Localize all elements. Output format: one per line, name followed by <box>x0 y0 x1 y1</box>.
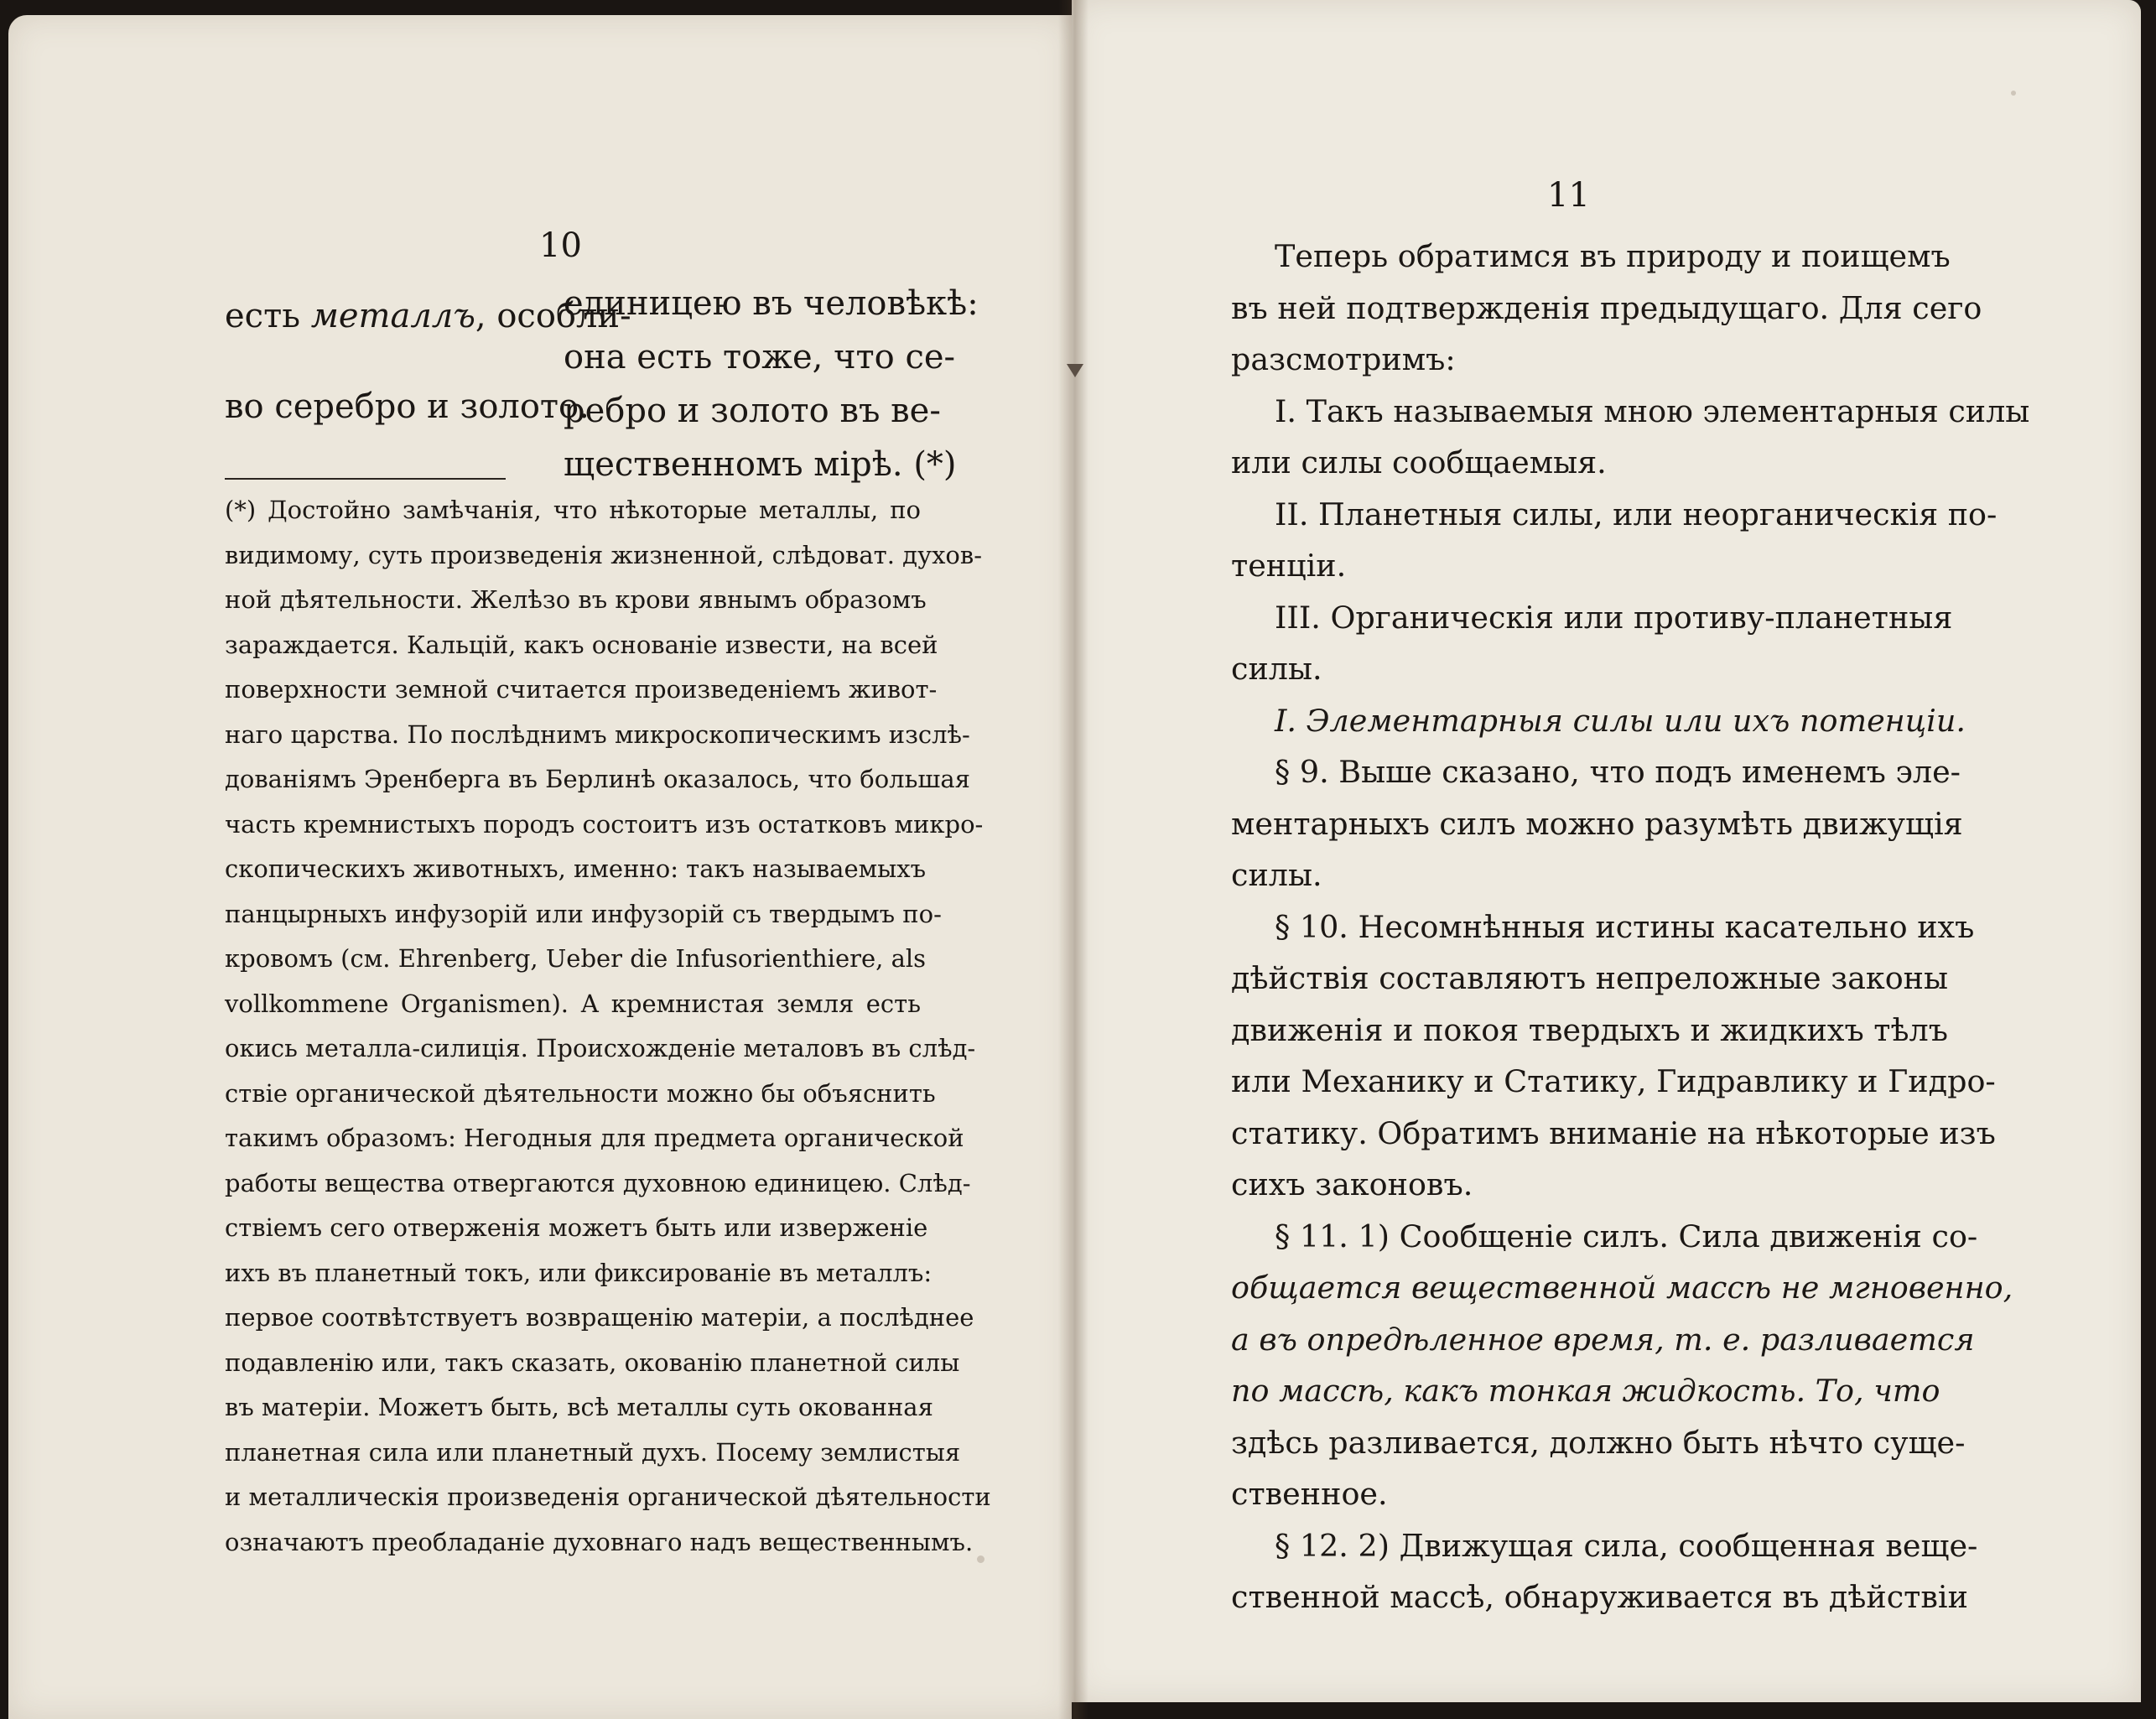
footnote-line: въ матеріи. Можетъ быть, всѣ металлы суть окованная <box>225 1393 933 1421</box>
paper-stain <box>977 1555 984 1563</box>
footnote-line: ихъ въ планетный токъ, или фиксированіе въ металлъ: <box>225 1258 933 1287</box>
footnote-line: первое соотвѣтствуетъ возвращенію матеріи, а послѣднее <box>225 1303 974 1332</box>
body-line: по массѣ, какъ тонкая жидкость. То, что <box>1231 1373 1940 1409</box>
left-column-b <box>564 277 979 491</box>
body-line: общается вещественной массѣ не мгновенно, <box>1231 1270 2013 1306</box>
col-a-line-2: во серебро и золото. <box>225 387 590 426</box>
footnote-line: ной дѣятельности. Желѣзо въ крови явнымъ образомъ <box>225 585 927 614</box>
body-line: II. Планетныя силы, или неорганическія по- <box>1275 496 1998 532</box>
gutter-notch-mark <box>1067 364 1083 377</box>
body-line: I. Такъ называемыя мною элементарныя силы <box>1275 392 2030 429</box>
body-line: дѣйствія составляютъ непреложные законы <box>1231 960 1949 996</box>
footnote-line: означаютъ преобладаніе духовнаго надъ вещественнымъ. <box>225 1527 974 1556</box>
footnote-line: панцырныхъ инфузорій или инфузорій съ твердымъ по- <box>225 899 942 928</box>
body-line: тенціи. <box>1231 548 1347 584</box>
col-b-line: щественномъ мірѣ. (*) <box>564 445 957 484</box>
footnote-line: дованіямъ Эренберга въ Берлинѣ оказалось, что большая <box>225 765 970 793</box>
right-page-text <box>1231 231 2030 1623</box>
body-line: III. Органическія или противу-планетныя <box>1275 599 1953 636</box>
footnote-line: планетная сила или планетный духъ. Посему землистыя <box>225 1437 961 1467</box>
book-gutter <box>1058 0 1088 1719</box>
body-line: статику. Обратимъ вниманіе на нѣкоторые изъ <box>1231 1114 1996 1151</box>
footnote-line: vollkommene Organismen). А кремнистая земля есть <box>225 989 921 1018</box>
footnote-line: скопическихъ животныхъ, именно: такъ называемыхъ <box>225 854 927 883</box>
body-line: здѣсь разливается, должно быть нѣчто суще- <box>1231 1424 1966 1461</box>
body-line: § 9. Выше сказано, что подъ именемъ эле- <box>1275 754 1961 790</box>
col-b-line: ребро и золото въ ве- <box>564 392 941 430</box>
footnote-line: часть кремнистыхъ породъ состоитъ изъ остатковъ микро- <box>225 809 984 839</box>
left-page-number: 10 <box>539 226 582 265</box>
body-line: ментарныхъ силъ можно разумѣть движущія <box>1231 805 1963 842</box>
body-line: ственное. <box>1231 1476 1388 1512</box>
col-b-line: единицею въ человѣкѣ: <box>564 284 979 323</box>
body-line: Теперь обратимся въ природу и поищемъ <box>1275 238 1951 274</box>
body-line: а въ опредѣленное время, т. е. разливается <box>1231 1321 1975 1358</box>
footnote-line: (*) Достойно замѣчанія, что нѣкоторые металлы, по <box>225 496 921 524</box>
body-line: разсмотримъ: <box>1231 341 1456 377</box>
body-line: или силы сообщаемыя. <box>1231 444 1607 480</box>
footnote-line: окись металла-силиція. Происхожденіе металовъ въ слѣд- <box>225 1034 976 1062</box>
footnote-line: работы вещества отвергаются духовною единицею. Слѣд- <box>225 1168 971 1197</box>
footnote-line: наго царства. По послѣднимъ микроскопическимъ изслѣ- <box>225 719 970 749</box>
col-a-line-1-post: , особли- <box>475 297 631 335</box>
body-line: или Механику и Статику, Гидравлику и Гидро- <box>1231 1063 1996 1099</box>
body-line: § 11. 1) Сообщеніе силъ. Сила движенія со- <box>1275 1218 1978 1254</box>
body-line: I. Элементарныя силы или ихъ потенціи. <box>1275 702 1966 739</box>
footnote-line: зараждается. Кальцій, какъ основаніе извести, на всей <box>225 630 938 659</box>
right-page-number: 11 <box>1547 176 1590 215</box>
footnote-line: кровомъ (см. Ehrenberg, Ueber die Infusorienthiere, als <box>225 944 927 973</box>
footnote-line: видимому, суть произведенія жизненной, слѣдоват. духов- <box>225 540 983 569</box>
footnote-line: подавленію или, такъ сказать, окованію планетной силы <box>225 1348 960 1377</box>
col-b-line: она есть тоже, что се- <box>564 338 956 377</box>
body-line: движенія и покоя твердыхъ и жидкихъ тѣлъ <box>1231 1011 1948 1048</box>
footnote-line: такимъ образомъ: Негодныя для предмета органической <box>225 1124 964 1152</box>
body-line: въ ней подтвержденія предыдущаго. Для сего <box>1231 289 1982 326</box>
footnote-line: поверхности земной считается произведеніемъ живот- <box>225 675 938 704</box>
paper-stain <box>2011 91 2016 96</box>
body-line: силы. <box>1231 651 1322 687</box>
footnote-line: ствіе органической дѣятельности можно бы объяснить <box>225 1078 936 1108</box>
body-line: силы. <box>1231 857 1322 893</box>
col-a-line-1-pre: есть <box>225 297 311 335</box>
footnote-rule <box>225 478 506 480</box>
body-line: § 10. Несомнѣнныя истины касательно ихъ <box>1275 908 1975 945</box>
footnote-line: ствіемъ сего отверженія можетъ быть или изверженіе <box>225 1213 928 1242</box>
body-line: сихъ законовъ. <box>1231 1166 1473 1202</box>
body-line: ственной массѣ, обнаруживается въ дѣйствіи <box>1231 1579 1968 1615</box>
body-line: § 12. 2) Движущая сила, сообщенная веще- <box>1275 1527 1978 1564</box>
footnote <box>225 488 991 1565</box>
footnote-line: и металлическія произведенія органической дѣятельности <box>225 1483 991 1511</box>
col-a-italic-word: металлъ <box>310 297 475 335</box>
